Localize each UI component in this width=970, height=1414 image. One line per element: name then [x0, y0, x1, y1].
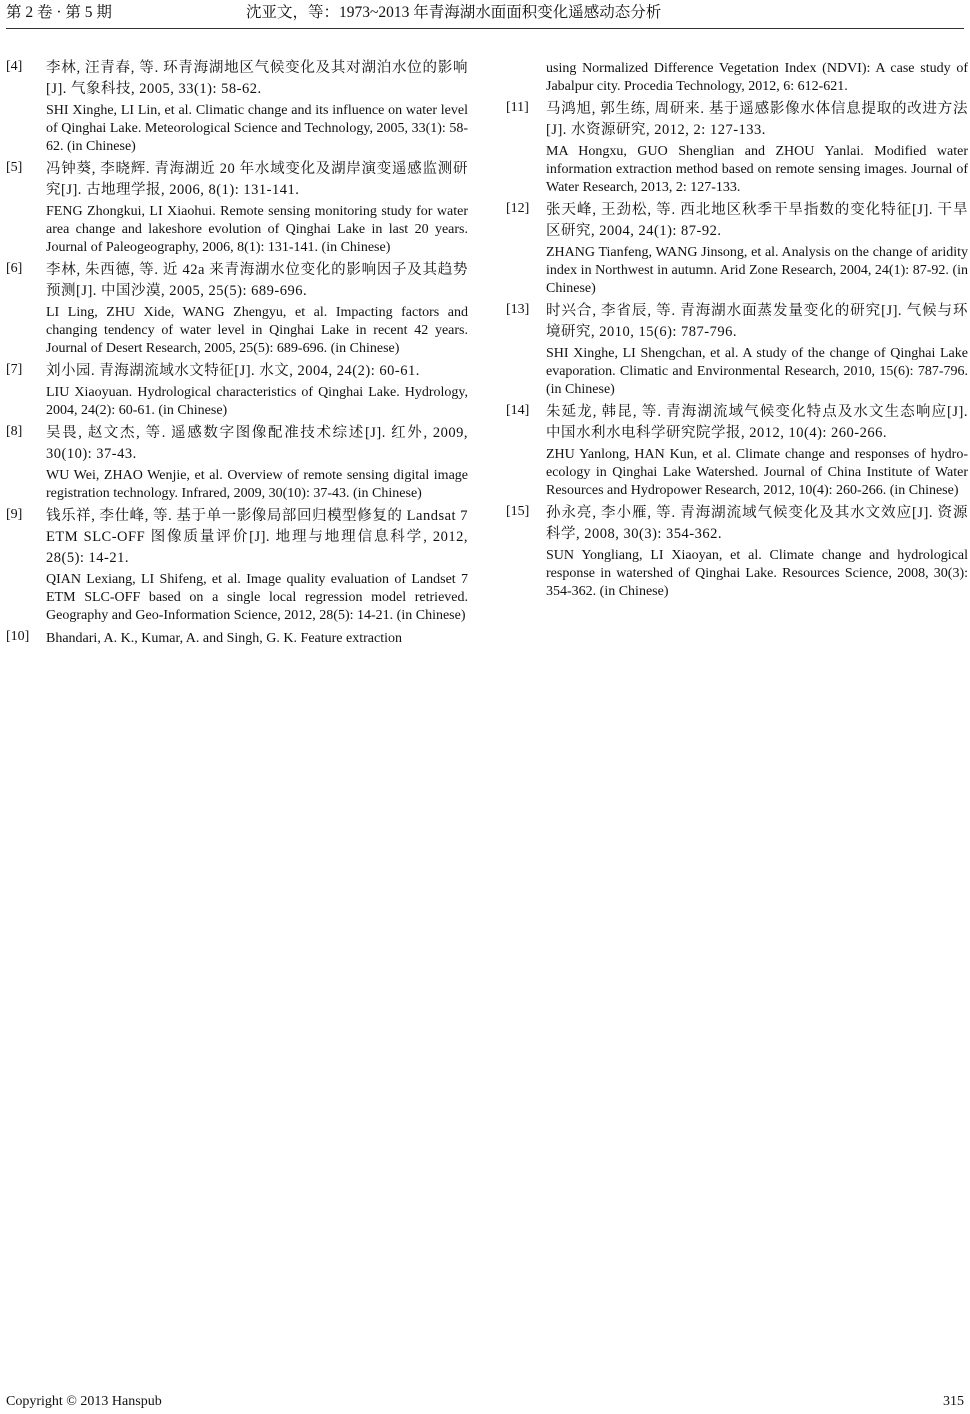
reference-chinese: 刘小园. 青海湖流域水文特征[J]. 水文, 2004, 24(2): 60-61.	[46, 363, 420, 379]
reference-item	[6, 260, 468, 360]
reference-number: [13]	[506, 302, 530, 317]
reference-chinese: 马鸿旭, 郭生练, 周研来. 基于遥感影像水体信息提取的改进方法[J]. 水资源研究, 2012, 2: 127-133.	[546, 101, 968, 138]
reference-english: using Normalized Difference Vegetation Index (NDVI): A case study of Jabalpur city. Procedia Technology, 2012, 6: 612-621.	[546, 61, 968, 94]
article-running-title: 沈亚文，等：1973~2013 年青海湖水面面积变化遥感动态分析	[246, 4, 662, 21]
page-footer	[6, 1393, 964, 1411]
reference-number: [5]	[6, 160, 23, 175]
reference-number: [9]	[6, 507, 23, 522]
reference-chinese: 时兴合, 李省辰, 等. 青海湖水面蒸发量变化的研究[J]. 气候与环境研究, 2010, 15(6): 787-796.	[546, 303, 968, 340]
reference-number: [8]	[6, 424, 23, 439]
reference-chinese: 张天峰, 王劲松, 等. 西北地区秋季干旱指数的变化特征[J]. 干旱区研究, 2004, 24(1): 87-92.	[546, 202, 968, 239]
reference-item	[6, 506, 468, 627]
page-number: 315	[943, 1394, 964, 1409]
reference-item	[6, 423, 468, 505]
reference-chinese: 李林, 汪青春, 等. 环青海湖地区气候变化及其对湖泊水位的影响[J]. 气象科技, 2005, 33(1): 58-62.	[46, 60, 468, 97]
reference-number	[506, 58, 546, 98]
reference-chinese: 冯钟葵, 李晓辉. 青海湖近 20 年水域变化及湖岸演变遥感监测研究[J]. 古地理学报, 2006, 8(1): 131-141.	[46, 161, 468, 198]
reference-english: SHI Xinghe, LI Shengchan, et al. A study of the change of Qinghai Lake evaporation. Climatic and Environmental Research, 2010, 15(6): 787-796. (in Chinese)	[546, 346, 968, 397]
reference-number: [6]	[6, 261, 23, 276]
reference-item	[6, 361, 468, 422]
reference-english: SHI Xinghe, LI Lin, et al. Climatic change and its influence on water level of Qinghai Lake. Meteorological Science and Technology, 2005, 33(1): 58-62. (in Chinese)	[46, 103, 468, 154]
reference-english: FENG Zhongkui, LI Xiaohui. Remote sensing monitoring study for water area change and lakeshore evolution of Qinghai Lake in last 20 years. Journal of Paleogeography, 2006, 8(1): 131-141. (in Chinese)	[46, 204, 468, 255]
reference-chinese: 钱乐祥, 李仕峰, 等. 基于单一影像局部回归模型修复的 Landsat 7 ETM SLC-OFF 图像质量评价[J]. 地理与地理信息科学, 2012, 28(5): 14-21.	[46, 508, 468, 566]
reference-item	[6, 58, 468, 158]
reference-english: ZHU Yanlong, HAN Kun, et al. Climate change and responses of hydro-ecology in Qinghai Lake Watershed. Journal of China Institute of Water Resources and Hydropower Research, 2012, 10(4): 260-266. (in Chinese)	[546, 447, 968, 498]
reference-item	[506, 503, 968, 603]
reference-chinese: 李林, 朱西德, 等. 近 42a 来青海湖水位变化的影响因子及其趋势预测[J]. 中国沙漠, 2005, 25(5): 689-696.	[46, 262, 468, 299]
reference-number: [4]	[6, 59, 23, 74]
reference-english: ZHANG Tianfeng, WANG Jinsong, et al. Analysis on the change of aridity index in Northwest in autumn. Arid Zone Research, 2004, 24(1): 87-92. (in Chinese)	[546, 245, 968, 296]
reference-number: [11]	[506, 100, 529, 115]
reference-item	[506, 200, 968, 300]
reference-item	[506, 99, 968, 199]
reference-item-continued	[506, 58, 968, 98]
reference-item	[506, 402, 968, 502]
reference-english: MA Hongxu, GUO Shenglian and ZHOU Yanlai. Modified water information extraction method based on remote sensing images. Journal of Water Research, 2013, 2: 127-133.	[546, 144, 968, 195]
reference-number: [15]	[506, 504, 530, 519]
running-header	[6, 2, 964, 29]
reference-english: WU Wei, ZHAO Wenjie, et al. Overview of remote sensing digital image registration technology. Infrared, 2009, 30(10): 37-43. (in Chinese)	[46, 468, 468, 501]
reference-chinese: 朱延龙, 韩昆, 等. 青海湖流域气候变化特点及水文生态响应[J]. 中国水利水电科学研究院学报, 2012, 10(4): 260-266.	[546, 404, 968, 441]
reference-item	[506, 301, 968, 401]
reference-column-left	[6, 58, 468, 651]
reference-item	[6, 159, 468, 259]
reference-number: [12]	[506, 201, 530, 216]
volume-issue: 第 2 卷 · 第 5 期	[6, 4, 112, 21]
reference-column-right	[506, 58, 968, 604]
reference-chinese: 孙永亮, 李小雁, 等. 青海湖流域气候变化及其水文效应[J]. 资源科学, 2008, 30(3): 354-362.	[546, 505, 968, 542]
reference-chinese: 吴畏, 赵文杰, 等. 遥感数字图像配准技术综述[J]. 红外, 2009, 30(10): 37-43.	[46, 425, 468, 462]
reference-english: Bhandari, A. K., Kumar, A. and Singh, G. K. Feature extraction	[46, 631, 402, 646]
reference-item	[6, 628, 468, 650]
reference-english: QIAN Lexiang, LI Shifeng, et al. Image quality evaluation of Landset 7 ETM SLC-OFF based on a single local regression model retrieved. Geography and Geo-Information Science, 2012, 28(5): 14-21. (in Chinese)	[46, 572, 468, 623]
reference-number: [10]	[6, 629, 30, 644]
reference-number: [14]	[506, 403, 530, 418]
reference-english: LI Ling, ZHU Xide, WANG Zhengyu, et al. Impacting factors and changing tendency of water level in Qinghai Lake in recent 42 years. Journal of Desert Research, 2005, 25(5): 689-696. (in Chinese)	[46, 305, 468, 356]
reference-english: LIU Xiaoyuan. Hydrological characteristics of Qinghai Lake. Hydrology, 2004, 24(2): 60-61. (in Chinese)	[46, 385, 468, 418]
copyright-notice: Copyright © 2013 Hanspub	[6, 1394, 162, 1409]
reference-number: [7]	[6, 362, 23, 377]
reference-english: SUN Yongliang, LI Xiaoyan, et al. Climate change and hydrological response in watershed of Qinghai Lake. Resources Science, 2008, 30(3): 354-362. (in Chinese)	[546, 548, 968, 599]
